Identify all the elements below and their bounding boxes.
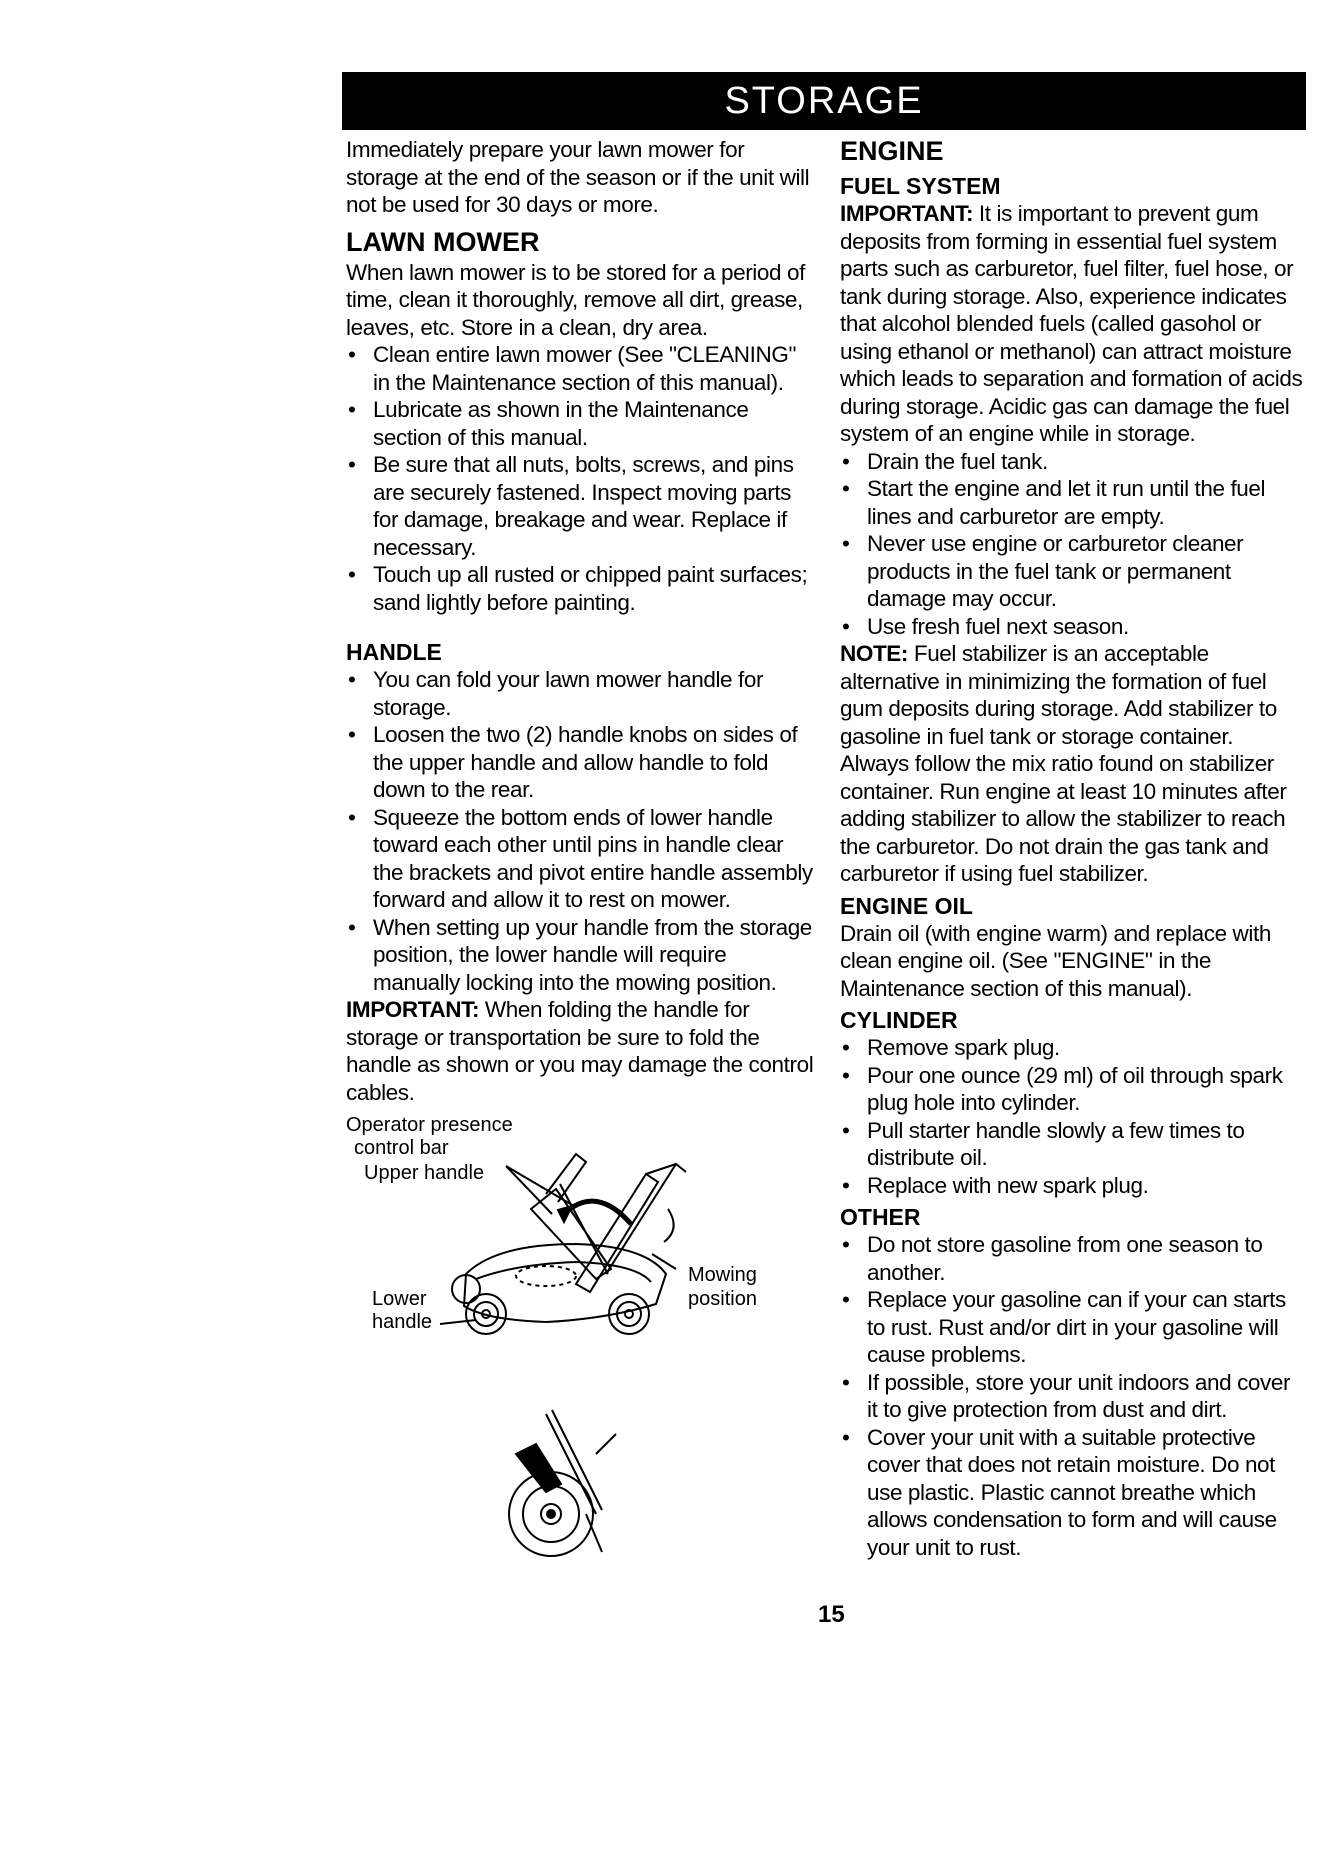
note-label: NOTE: (840, 641, 908, 666)
handle-list (346, 666, 818, 996)
list-item: • Do not store gasoline from one season to another. (840, 1231, 1306, 1286)
other-list (840, 1231, 1306, 1561)
handle-heading: HANDLE (346, 639, 442, 665)
list-item: • Remove spark plug. (840, 1034, 1306, 1062)
list-item: • Start the engine and let it run until the fuel lines and carburetor are empty. (840, 475, 1306, 530)
note-text: Fuel stabilizer is an acceptable alternative in minimizing the formation of fuel gum deposits during storage. Add stabilizer to gasoline in fuel tank or storage container. Always follow the mix ratio found on stabilizer container. Run engine at least 10 minutes after adding stabilizer to allow the stabilizer to reach the carburetor. Do not drain the gas tank and carburetor if using fuel stabilizer. (840, 641, 1287, 886)
lawn-mower-paragraph: When lawn mower is to be stored for a period of time, clean it thoroughly, remove all dirt, grease, leaves, etc. Store in a clean, dry area. (346, 259, 805, 340)
cylinder-heading: CYLINDER (840, 1007, 958, 1033)
list-item: • Touch up all rusted or chipped paint surfaces; sand lightly before painting. (346, 561, 818, 616)
left-column (346, 136, 818, 1584)
figure-label-operator-2: control bar (354, 1137, 449, 1159)
engine-oil-paragraph: Drain oil (with engine warm) and replace with clean engine oil. (See "ENGINE" in the Maintenance section of this manual). (840, 920, 1271, 1001)
fuel-list (840, 448, 1306, 641)
intro-paragraph: Immediately prepare your lawn mower for storage at the end of the season or if the unit will not be used for 30 days or more. (346, 137, 810, 217)
handle-important-note (346, 996, 818, 1106)
lawn-mower-illustration (346, 1114, 818, 1584)
fuel-important-note (840, 200, 1306, 448)
lawn-mower-list (346, 341, 818, 616)
list-item: • Be sure that all nuts, bolts, screws, and pins are securely fastened. Inspect moving parts for damage, breakage and wear. Replace if necessary. (346, 451, 818, 561)
fuel-system-heading: FUEL SYSTEM (840, 173, 1001, 199)
list-item: • Loosen the two (2) handle knobs on sides of the upper handle and allow handle to fold down to the rear. (346, 721, 818, 804)
list-item: • Replace your gasoline can if your can starts to rust. Rust and/or dirt in your gasoline will cause problems. (840, 1286, 1306, 1369)
list-item: • If possible, store your unit indoors and cover it to give protection from dust and dirt. (840, 1369, 1306, 1424)
important-text: When folding the handle for storage or transportation be sure to fold the handle as shown or you may damage the control cables. (346, 997, 814, 1105)
right-column (840, 136, 1306, 1561)
figure-label-upper-handle: Upper handle (364, 1162, 485, 1184)
figure-label-mowing-1: Mowing (688, 1264, 757, 1286)
section-banner: STORAGE (342, 72, 1306, 130)
important-text: It is important to prevent gum deposits from forming in essential fuel system parts such as carburetor, fuel filter, fuel hose, or tank during storage. Also, experience indicates that alcohol blended fuels (called gasohol or using ethanol or methanol) can attract moisture which leads to separation and formation of acids during storage. Acidic gas can damage the fuel system of an engine while in storage. (840, 201, 1303, 446)
list-item: • Clean entire lawn mower (See "CLEANING" in the Maintenance section of this manual). (346, 341, 818, 396)
fuel-stabilizer-note (840, 640, 1306, 888)
handle-folding-figure (346, 1114, 818, 1584)
figure-label-operator-1: Operator presence (346, 1114, 513, 1136)
list-item: • When setting up your handle from the storage position, the lower handle will require manually locking into the mowing position. (346, 914, 818, 997)
other-heading: OTHER (840, 1204, 921, 1230)
important-label: IMPORTANT: (346, 997, 480, 1022)
important-label: IMPORTANT: (840, 201, 974, 226)
engine-oil-heading: ENGINE OIL (840, 892, 973, 919)
figure-label-lower-1: Lower (372, 1288, 427, 1310)
list-item: • Squeeze the bottom ends of lower handle toward each other until pins in handle clear the brackets and pivot entire handle assembly forward and allow it to rest on mower. (346, 804, 818, 914)
engine-heading: ENGINE (840, 136, 944, 166)
list-item: • You can fold your lawn mower handle for storage. (346, 666, 818, 721)
page-number: 15 (818, 1601, 845, 1628)
cylinder-list (840, 1034, 1306, 1199)
list-item: • Pour one ounce (29 ml) of oil through spark plug hole into cylinder. (840, 1062, 1306, 1117)
list-item: • Replace with new spark plug. (840, 1172, 1306, 1200)
list-item: • Never use engine or carburetor cleaner products in the fuel tank or permanent damage may occur. (840, 530, 1306, 613)
list-item: • Drain the fuel tank. (840, 448, 1306, 476)
list-item: • Lubricate as shown in the Maintenance section of this manual. (346, 396, 818, 451)
figure-label-mowing-2: position (688, 1288, 757, 1310)
figure-label-lower-2: handle (372, 1311, 433, 1333)
lawn-mower-heading: LAWN MOWER (346, 226, 540, 257)
list-item: • Use fresh fuel next season. (840, 613, 1306, 641)
list-item: • Cover your unit with a suitable protective cover that does not retain moisture. Do not use plastic. Plastic cannot breathe which allows condensation to form and will cause your unit to rust. (840, 1424, 1306, 1562)
list-item: • Pull starter handle slowly a few times to distribute oil. (840, 1117, 1306, 1172)
